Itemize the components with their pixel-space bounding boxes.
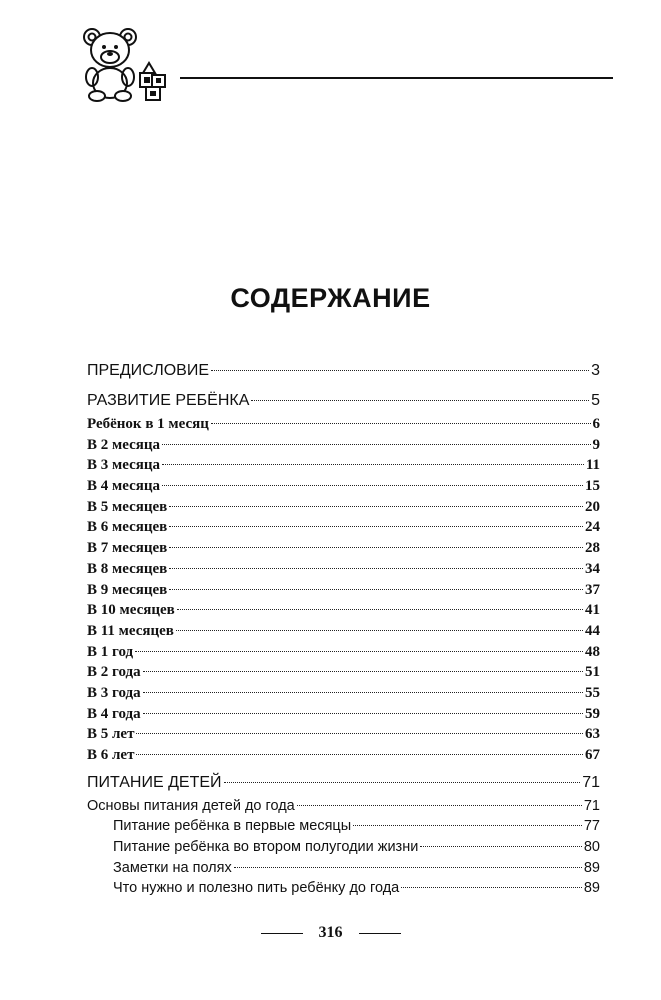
toc-entry-page: 71 [583, 797, 600, 814]
page-title: СОДЕРЖАНИЕ [230, 283, 431, 313]
toc-entry[interactable] [87, 662, 600, 683]
toc-entry-title: В 10 месяцев [87, 602, 175, 619]
toc-entry-page: 89 [583, 880, 600, 897]
toc-leader [169, 568, 583, 569]
toc-entry-page: 55 [585, 684, 600, 701]
toc-entry-page: 24 [585, 519, 600, 536]
toc-entry[interactable] [87, 435, 600, 456]
toc-entry[interactable] [87, 858, 600, 879]
page-footer [0, 924, 661, 942]
toc-entry-title: В 1 год [87, 643, 134, 660]
toc-entry-title: Питание ребёнка во втором полугодии жизни [113, 839, 419, 856]
toc-entry-title: В 8 месяцев [87, 560, 168, 577]
toc-entry-title: В 3 года [87, 684, 141, 701]
toc-leader [420, 846, 582, 847]
toc-entry[interactable] [87, 538, 600, 559]
toc-entry-page: 34 [585, 560, 600, 577]
toc-entry-page: 37 [585, 581, 600, 598]
toc-leader [169, 589, 583, 590]
toc-entry-page: 89 [583, 859, 600, 876]
toc-entry-title: Основы питания детей до года [87, 797, 295, 814]
toc-leader [401, 887, 582, 888]
table-of-contents [87, 358, 600, 899]
toc-leader [162, 444, 591, 445]
toc-entry-page: 3 [591, 362, 600, 379]
header-rule [180, 77, 613, 79]
toc-entry[interactable] [87, 796, 600, 817]
toc-leader [169, 547, 583, 548]
toc-leader [136, 733, 583, 734]
toc-entry[interactable] [87, 388, 600, 414]
teddy-bear-icon [80, 25, 172, 103]
toc-entry-page: 28 [585, 540, 600, 557]
toc-entry[interactable] [87, 683, 600, 704]
toc-entry[interactable] [87, 837, 600, 858]
toc-entry-page: 15 [585, 478, 600, 495]
footer-rule-left [261, 933, 303, 934]
toc-entry-title: В 6 месяцев [87, 519, 168, 536]
toc-entry-page: 44 [585, 622, 600, 639]
toc-leader [224, 782, 581, 783]
toc-leader [234, 867, 582, 868]
toc-entry[interactable] [87, 358, 600, 384]
toc-leader [297, 805, 582, 806]
toc-leader [162, 464, 584, 465]
toc-entry[interactable] [87, 770, 600, 796]
toc-entry[interactable] [87, 704, 600, 725]
toc-entry-page: 41 [585, 602, 600, 619]
toc-entry-page: 11 [585, 457, 600, 474]
toc-entry-page: 48 [585, 643, 600, 660]
toc-entry-title: ПРЕДИСЛОВИЕ [87, 362, 209, 379]
toc-entry[interactable] [87, 455, 600, 476]
toc-entry-title: В 2 месяца [87, 436, 160, 453]
toc-entry-title: Питание ребёнка в первые месяцы [113, 818, 352, 835]
toc-entry[interactable] [87, 580, 600, 601]
toc-entry[interactable] [87, 816, 600, 837]
toc-leader [176, 630, 583, 631]
toc-leader [143, 692, 583, 693]
toc-entry[interactable] [87, 497, 600, 518]
toc-entry-page: 6 [592, 416, 600, 432]
toc-entry-title: В 5 лет [87, 726, 135, 743]
toc-entry[interactable] [87, 476, 600, 497]
footer-rule-right [359, 933, 401, 934]
toc-leader [169, 526, 583, 527]
toc-entry-page: 77 [583, 818, 600, 835]
toc-entry-title: В 9 месяцев [87, 581, 168, 598]
toc-entry-page: 9 [592, 436, 600, 453]
toc-entry-page: 67 [585, 747, 600, 763]
toc-entry[interactable] [87, 517, 600, 538]
toc-entry-page: 71 [582, 773, 600, 791]
toc-entry-page: 59 [585, 705, 600, 722]
toc-entry-title: ПИТАНИЕ ДЕТЕЙ [87, 773, 222, 791]
toc-entry-title: В 3 месяца [87, 457, 160, 474]
toc-entry-title: Ребёнок в 1 месяц [87, 416, 209, 432]
toc-entry[interactable] [87, 600, 600, 621]
toc-leader [135, 651, 583, 652]
toc-leader [177, 609, 583, 610]
toc-entry-page: 51 [585, 664, 600, 681]
toc-entry[interactable] [87, 559, 600, 580]
toc-entry[interactable] [87, 414, 600, 435]
toc-entry-title: В 4 года [87, 705, 141, 722]
toc-leader [162, 485, 583, 486]
toc-leader [136, 754, 583, 755]
toc-entry-title: РАЗВИТИЕ РЕБЁНКА [87, 392, 250, 409]
toc-entry-page: 20 [585, 498, 600, 515]
toc-entry-title: Что нужно и полезно пить ребёнку до года [113, 880, 400, 897]
page-header [80, 25, 615, 105]
toc-entry-title: В 11 месяцев [87, 622, 174, 639]
toc-leader [211, 423, 591, 424]
toc-entry[interactable] [87, 621, 600, 642]
toc-entry-title: В 6 лет [87, 747, 135, 763]
toc-entry-page: 5 [591, 392, 600, 409]
toc-leader [143, 713, 583, 714]
toc-leader [211, 370, 589, 371]
toc-leader [169, 506, 583, 507]
toc-entry-title: В 4 месяца [87, 478, 160, 495]
toc-leader [143, 671, 583, 672]
toc-leader [251, 400, 589, 401]
toc-entry-title: В 7 месяцев [87, 540, 168, 557]
toc-entry-page: 63 [585, 726, 600, 743]
toc-entry[interactable] [87, 642, 600, 663]
toc-entry-title: Заметки на полях [113, 859, 232, 876]
toc-entry[interactable] [87, 724, 600, 745]
toc-entry[interactable] [87, 878, 600, 899]
toc-entry[interactable] [87, 745, 600, 766]
toc-leader [353, 825, 582, 826]
toc-entry-page: 80 [583, 839, 600, 856]
toc-entry-title: В 5 месяцев [87, 498, 168, 515]
toc-entry-title: В 2 года [87, 664, 141, 681]
page-number: 316 [318, 924, 343, 941]
